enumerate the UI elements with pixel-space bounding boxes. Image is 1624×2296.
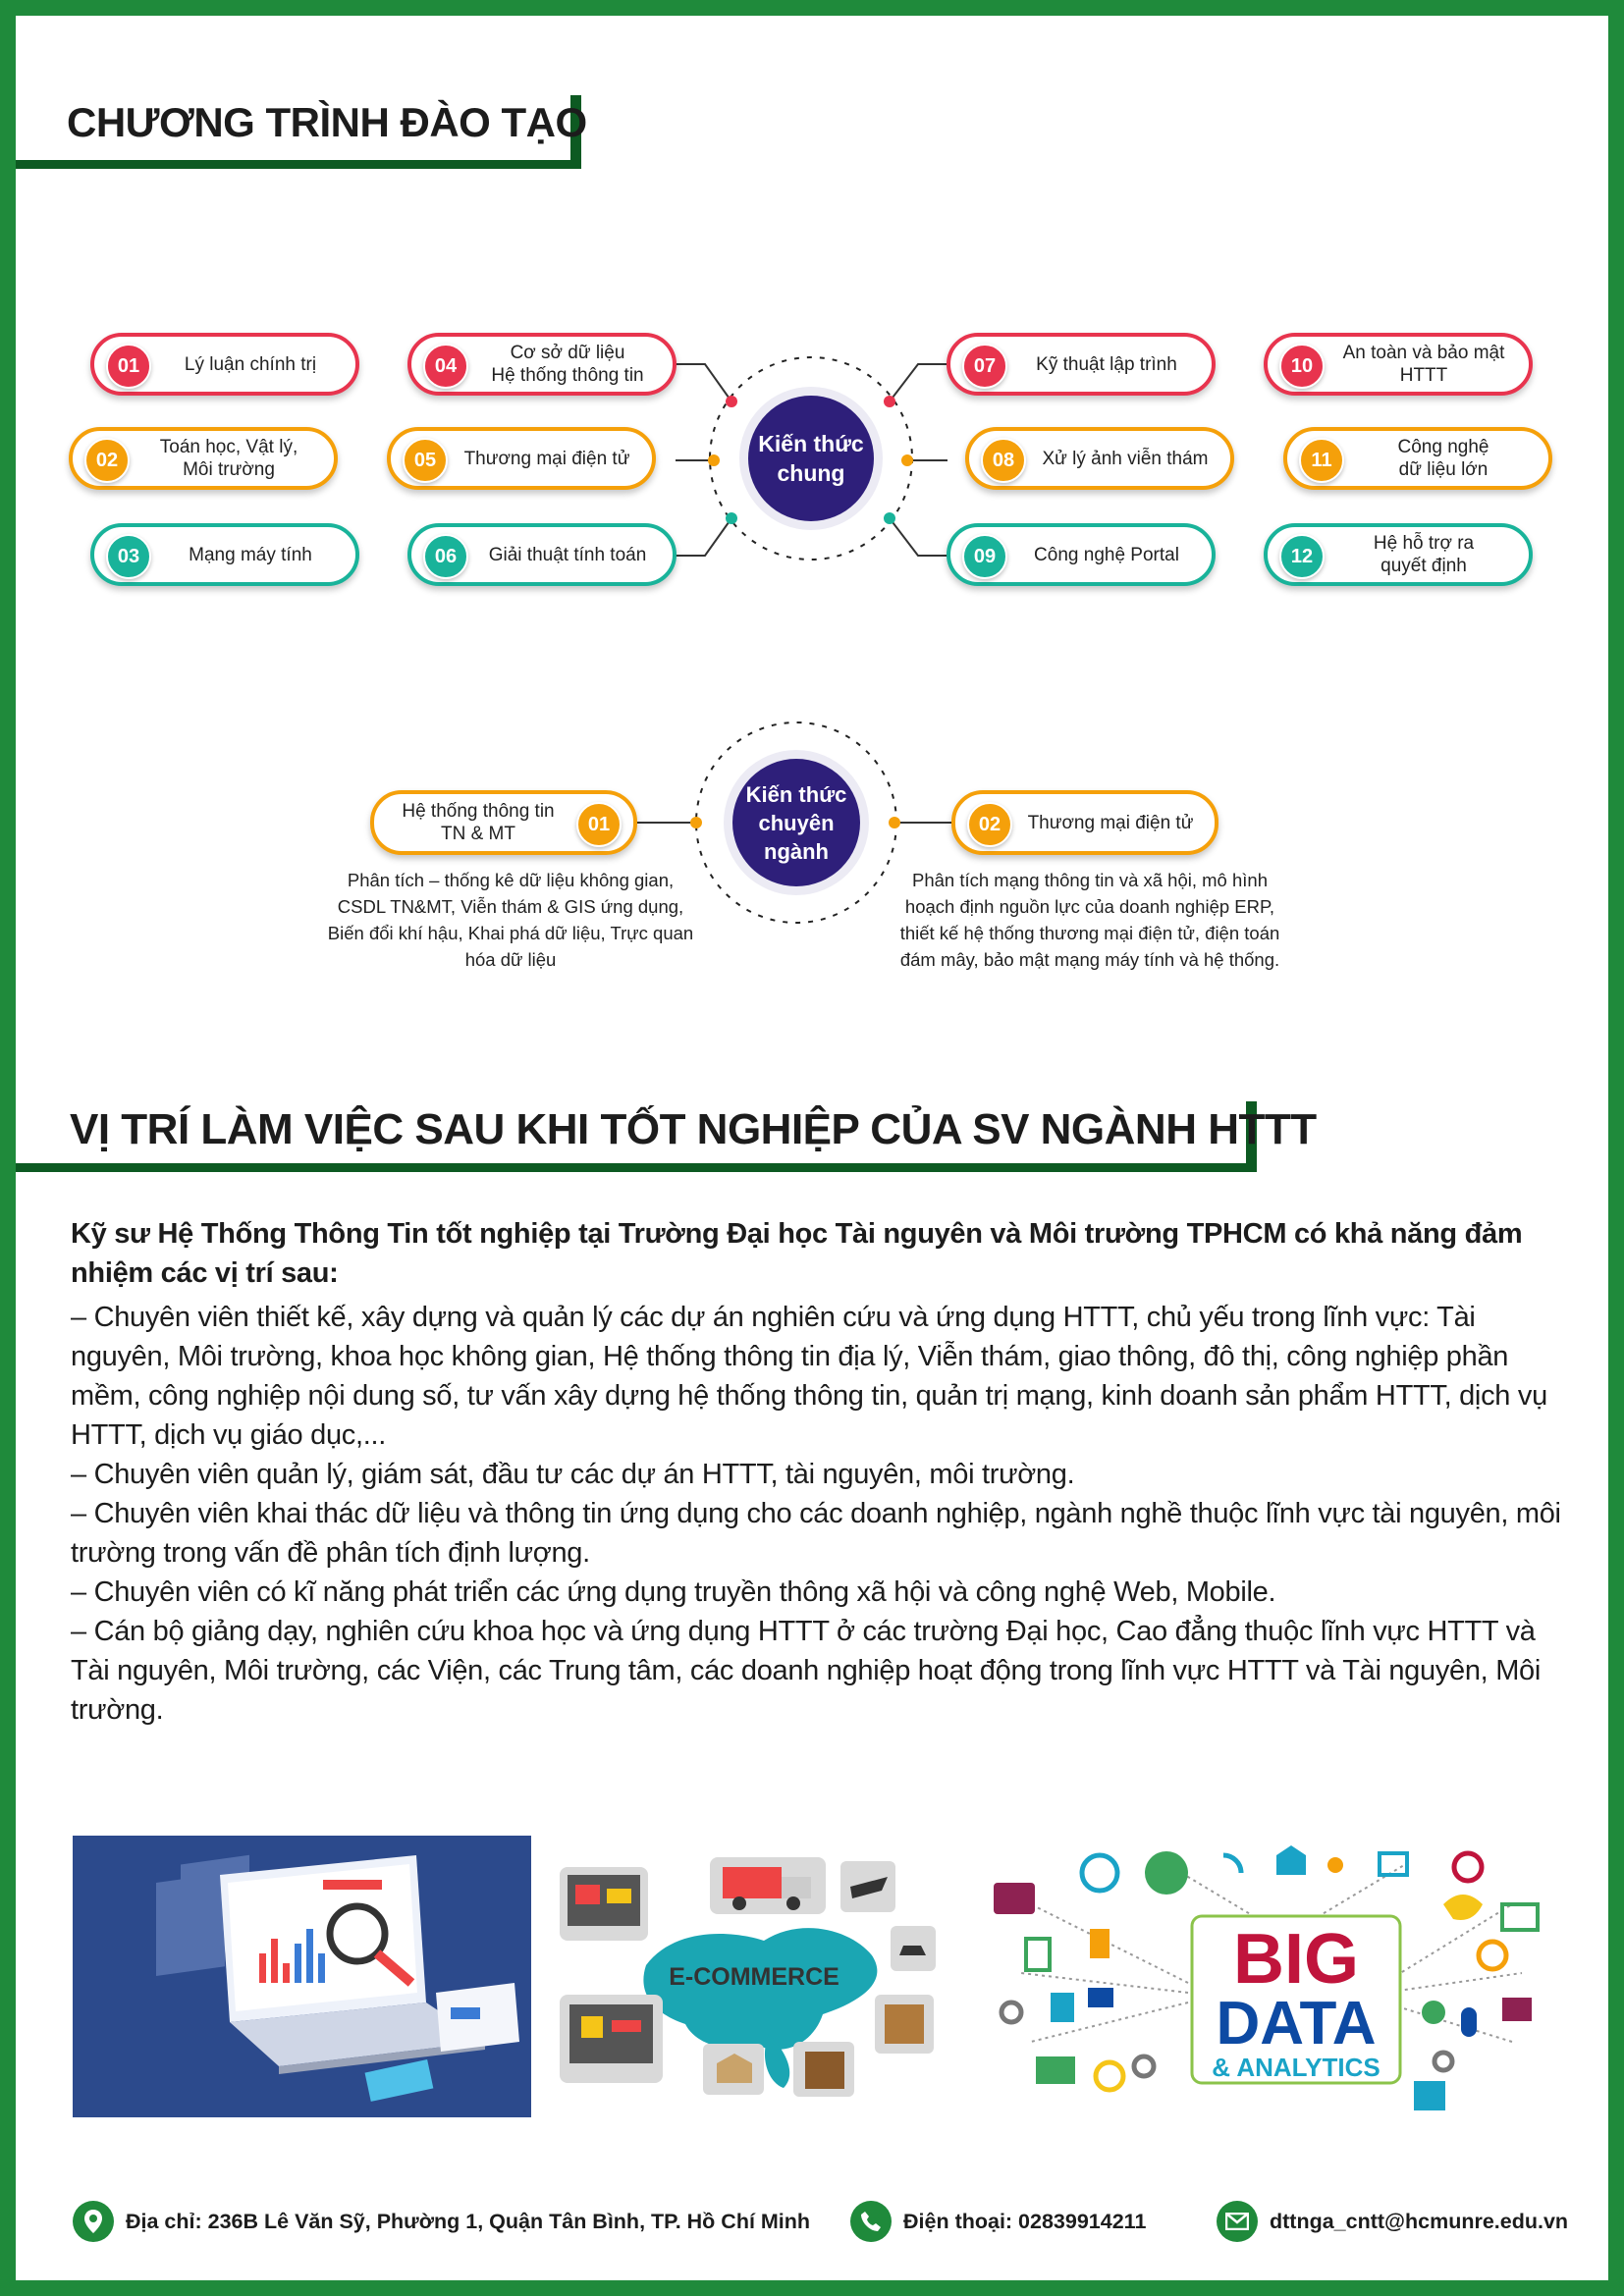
course-number: 11 — [1299, 438, 1344, 483]
hub-specialized-knowledge: Kiến thức chuyên ngành — [732, 759, 860, 886]
course-number: 08 — [981, 438, 1026, 483]
course-pill-03 — [90, 523, 359, 586]
careers-intro: Kỹ sư Hệ Thống Thông Tin tốt nghiệp tại Trường Đại học Tài nguyên và Môi trường TPHCM có khả năng đảm nhiệm các vị trí sau: — [71, 1218, 1523, 1289]
course-number: 02 — [967, 802, 1012, 847]
course-label: Kỹ thuật lập trình — [1036, 353, 1177, 375]
email-contact[interactable] — [1217, 2201, 1568, 2242]
course-number: 02 — [84, 438, 130, 483]
laptop-analytics-image — [73, 1836, 531, 2117]
course-pill-01 — [90, 333, 359, 396]
course-number: 03 — [106, 534, 151, 579]
course-label: Cơ sở dữ liệu Hệ thống thông tin — [491, 343, 644, 386]
big-data-line1: BIG — [1232, 1920, 1360, 1999]
specialized-pill-01 — [370, 790, 637, 855]
career-item: – Chuyên viên khai thác dữ liệu và thông tin ứng dụng cho các doanh nghiệp, ngành nghề thuộc lĩnh vực tài nguyên, môi trường trong vấn đề phân tích định lượng. — [71, 1498, 1561, 1569]
career-item: – Cán bộ giảng dạy, nghiên cứu khoa học và ứng dụng HTTT ở các trường Đại học, Cao đẳng thuộc lĩnh vực HTTT và Tài nguyên, Môi trường, các Viện, các Trung tâm, các doanh nghiệp hoạt động trong lĩnh vực HTTT và Tài nguyên, Môi trường. — [71, 1616, 1542, 1726]
course-label: Lý luận chính trị — [184, 353, 317, 375]
course-number: 12 — [1279, 534, 1325, 579]
phone-icon — [850, 2201, 892, 2242]
course-pill-09 — [947, 523, 1216, 586]
course-label: Toán học, Vật lý, Môi trường — [159, 437, 298, 480]
course-number: 01 — [576, 802, 622, 847]
course-pill-10 — [1264, 333, 1533, 396]
course-number: 05 — [403, 438, 448, 483]
career-item: – Chuyên viên có kĩ năng phát triển các ứng dụng truyền thông xã hội và công nghệ Web, Mobile. — [71, 1576, 1276, 1608]
course-pill-04 — [407, 333, 677, 396]
ecommerce-label: E-COMMERCE — [669, 1963, 839, 1991]
course-label: Thương mại điện tử — [1027, 812, 1194, 833]
course-pill-12 — [1264, 523, 1533, 586]
course-number: 01 — [106, 344, 151, 389]
course-pill-02 — [69, 427, 338, 490]
specialized-desc-02: Phân tích mạng thông tin và xã hội, mô hình hoạch định nguồn lực của doanh nghiệp ERP, thiết kế hệ thống thương mại điện tử, điện toán đám mây, bảo mật mạng máy tính và hệ thống. — [899, 870, 1280, 970]
envelope-icon — [1217, 2201, 1258, 2242]
big-data-image — [992, 1845, 1551, 2115]
address-text: Địa chỉ: 236B Lê Văn Sỹ, Phường 1, Quận Tân Bình, TP. Hồ Chí Minh — [126, 2209, 811, 2233]
course-number: 04 — [423, 344, 468, 389]
course-number: 06 — [423, 534, 468, 579]
course-label: Giải thuật tính toán — [488, 544, 647, 565]
big-data-line2: DATA — [1216, 1990, 1377, 2057]
ecommerce-image — [558, 1847, 946, 2099]
course-pill-08 — [965, 427, 1234, 490]
specialized-desc-01: Phân tích – thống kê dữ liệu không gian, CSDL TN&MT, Viễn thám & GIS ứng dụng, Biến đổi khí hậu, Khai phá dữ liệu, Trực quan hóa dữ liệu — [327, 870, 694, 970]
phone-text: Điện thoại: 02839914211 — [903, 2209, 1147, 2233]
career-item: – Chuyên viên quản lý, giám sát, đầu tư các dự án HTTT, tài nguyên, môi trường. — [71, 1459, 1075, 1490]
course-label: Hệ hỗ trợ ra quyết định — [1373, 533, 1475, 576]
course-label: Mạng máy tính — [189, 544, 312, 565]
course-pill-06 — [407, 523, 677, 586]
course-label: Thương mại điện tử — [463, 448, 630, 469]
course-number: 07 — [962, 344, 1007, 389]
hub-general-knowledge: Kiến thức chung — [748, 396, 874, 521]
course-label: Xử lý ảnh viễn thám — [1042, 448, 1209, 469]
course-pill-07 — [947, 333, 1216, 396]
course-number: 09 — [962, 534, 1007, 579]
course-pill-11 — [1283, 427, 1552, 490]
course-pill-05 — [387, 427, 656, 490]
section-title-careers: VỊ TRÍ LÀM VIỆC SAU KHI TỐT NGHIỆP CỦA SV NGÀNH HTTT — [16, 1101, 1257, 1172]
career-item: – Chuyên viên thiết kế, xây dựng và quản lý các dự án nghiên cứu và ứng dụng HTTT, chủ yếu trong lĩnh vực: Tài nguyên, Môi trường, khoa học không gian, Hệ thống thông tin địa lý, Viễn thám, giao thông, đô thị, công nghiệp phần mềm, công nghiệp nội dung số, tư vấn xây dựng hệ thống thông tin, quản trị mạng, kinh doanh sản phẩm HTTT, dịch vụ HTTT, dịch vụ giáo dục,... — [71, 1302, 1547, 1451]
course-label: An toàn và bảo mật HTTT — [1342, 343, 1505, 386]
specialized-pill-02 — [951, 790, 1218, 855]
big-data-line3: & ANALYTICS — [1212, 2053, 1380, 2082]
email-text[interactable]: dttnga_cntt@hcmunre.edu.vn — [1270, 2209, 1569, 2233]
careers-list — [71, 1298, 1561, 1730]
section-title-training: CHƯƠNG TRÌNH ĐÀO TẠO — [16, 95, 581, 169]
course-label: Hệ thống thông tin TN & MT — [402, 801, 555, 844]
course-label: Công nghệ Portal — [1034, 544, 1179, 565]
address-contact — [73, 2201, 810, 2242]
location-pin-icon — [73, 2201, 114, 2242]
course-number: 10 — [1279, 344, 1325, 389]
phone-contact — [850, 2201, 1146, 2242]
course-label: Công nghệ dữ liệu lớn — [1397, 437, 1489, 480]
